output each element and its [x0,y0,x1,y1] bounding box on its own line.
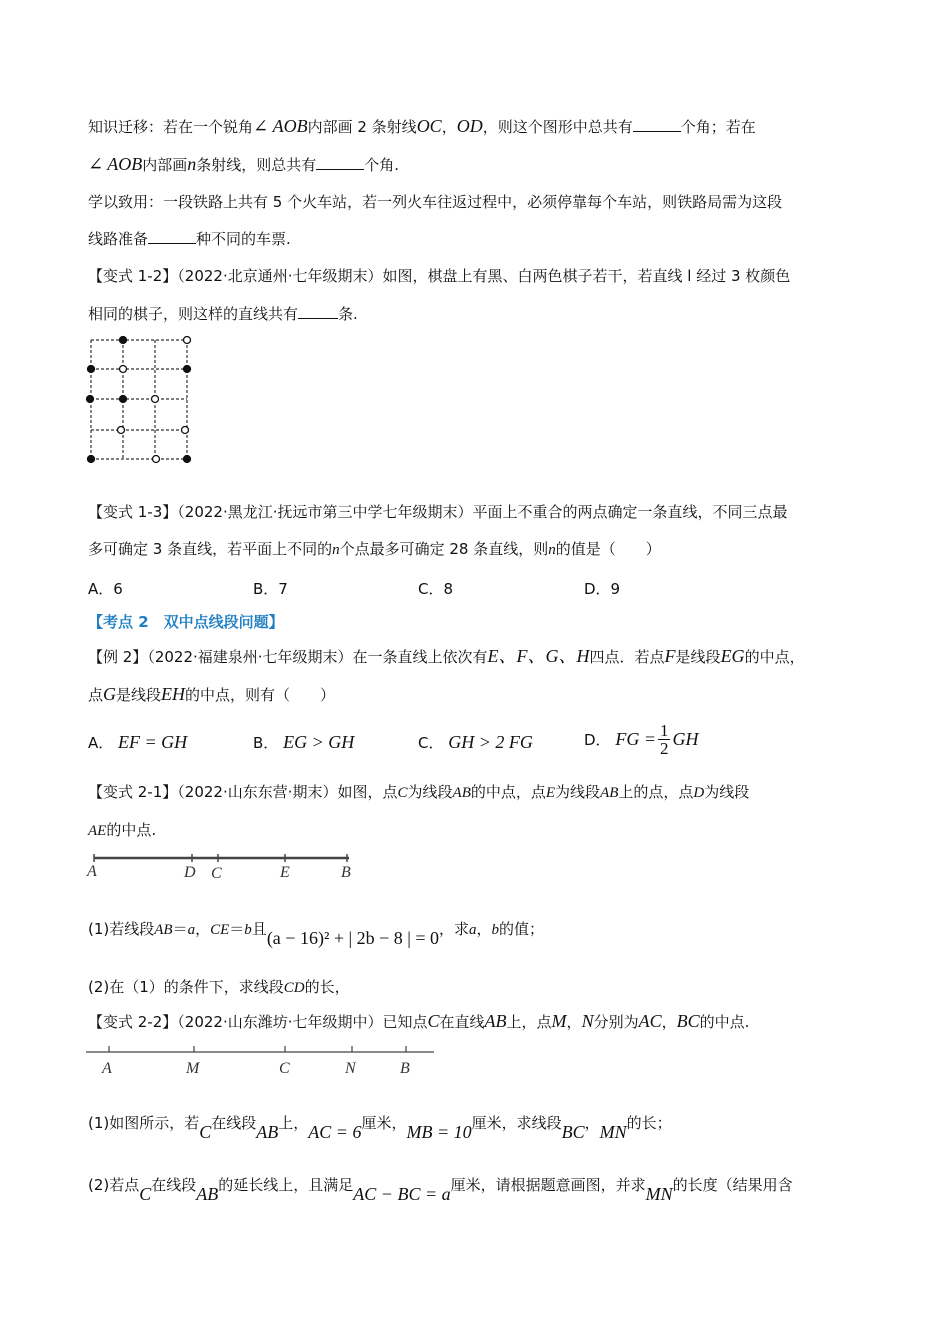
text: 上，点 [506,1013,552,1031]
text: ， [661,1013,677,1031]
text: 为线段 [704,783,750,801]
option-a[interactable]: A．6 [88,580,123,598]
text: 多可确定 3 条直线，若平面上不同的 [88,540,333,558]
point-label: E [280,864,290,881]
fraction [658,722,671,757]
text: (1)若线段 [88,920,155,938]
text: 分别为 [593,1013,639,1031]
math: b [491,922,500,938]
option-c[interactable]: C．8 [418,580,454,598]
text: 上， [278,1114,309,1132]
text: 线路准备 [88,230,149,248]
text: 知识迁移：若在一个锐角 [88,118,254,136]
math: MN [599,1122,627,1142]
math: OD [456,116,483,136]
text: 的中点，点 [470,783,546,801]
math: ∠ AOB [88,154,143,174]
question-header [88,782,749,803]
math: AB [196,1184,219,1204]
answer-blank[interactable] [633,117,681,132]
text-line [88,820,156,841]
text-line [88,1174,793,1204]
numerator: 1 [659,721,669,740]
point-label: M [186,1060,200,1077]
text: 厘米，请根据题意画图，并求 [450,1176,646,1194]
answer-blank[interactable] [298,304,338,319]
point-label: C [211,865,222,882]
text: 个点最多可确定 28 条直线，则 [339,540,549,558]
text-line [88,304,358,324]
math: b [244,922,252,938]
text-line [88,539,661,560]
text: ，求 [439,920,470,938]
math: E、F、G、H [487,646,590,666]
text: 的中点， [744,648,805,666]
math: AE [88,823,107,839]
text: 厘米， [361,1114,407,1132]
segment-figure-2 [84,1042,444,1078]
text: ， [195,920,211,938]
section-heading: 【考点 2 双中点线段问题】 [88,613,284,631]
text: 内部画 2 条射线 [307,118,417,136]
text: 点 [88,686,104,704]
text: 内部画 [142,156,188,174]
math: AB [484,1011,507,1031]
text: 条. [338,305,358,323]
text: 且 [251,920,267,938]
label: 【变式 2-2】 [88,1013,178,1031]
math: n [548,542,556,558]
denominator: 2 [659,739,669,758]
text: ， [476,920,492,938]
text-line [88,684,335,705]
math: BC [676,1011,700,1031]
text: 的长， [304,978,350,996]
math: EH [161,684,186,704]
math: N [581,1011,594,1031]
question-header [88,266,790,286]
text-line [88,154,399,175]
math: n [332,542,340,558]
text: ， [584,1114,600,1132]
text: ， [566,1013,582,1031]
answer-blank[interactable] [148,229,196,244]
math: n [187,154,197,174]
point-label: D [184,864,196,881]
label: 【变式 1-3】 [88,503,178,521]
text: 的中点. [699,1013,750,1031]
option-label: C． [418,734,444,752]
text: 四点．若点 [589,648,665,666]
text: 的长； [626,1114,672,1132]
text: 的值； [499,920,545,938]
math: C [397,785,408,801]
text: 个角. [364,156,400,174]
option-b[interactable] [253,732,354,753]
text: 上的点，点 [618,783,694,801]
option-b[interactable]: B．7 [253,580,288,598]
text: 的中点. [106,821,157,839]
text: 条射线，则总共有 [196,156,317,174]
math: CD [283,980,305,996]
question-header [88,646,805,667]
label: 【变式 1-2】 [88,267,178,285]
math: AB [154,922,173,938]
math: AB [256,1122,279,1142]
label: 【例 2】 [88,648,148,666]
option-c[interactable] [418,732,533,753]
math: FG = [615,729,656,749]
option-a[interactable] [88,732,187,753]
point-label: A [102,1060,112,1077]
option-label: B． [253,734,279,752]
text: 个角；若在 [680,118,756,136]
chessboard-figure [80,330,205,470]
text-line [88,116,756,137]
text: 在线段 [211,1114,257,1132]
text-line [88,1112,672,1142]
segment-figure-1 [84,848,364,884]
option-label: D． [584,731,611,749]
math: D [693,785,705,801]
text: 种不同的车票. [196,230,291,248]
point-label: N [345,1060,356,1077]
text: 是线段 [675,648,721,666]
text: （2022·福建泉州·七年级期末）在一条直线上依次有 [147,648,488,666]
text: ＝ [229,920,245,938]
text: （2022·北京通州·七年级期末）如图，棋盘上有黑、白两色棋子若干，若直线 l 经过 3 枚颜色 [177,267,791,285]
text: 为线段 [407,783,453,801]
text: 的中点，则有（ ） [185,686,336,704]
text: 的值是（ ） [555,540,661,558]
text: （2022·黑龙江·抚远市第三中学七年级期末）平面上不重合的两点确定一条直线，不同三点最 [177,503,788,521]
text: ＝ [172,920,188,938]
math: G [103,684,117,704]
text: 的长度（结果用含 [672,1176,793,1194]
text-line [88,229,291,249]
text-line: 学以致用：一段铁路上共有 5 个火车站，若一列火车往返过程中，必须停靠每个车站，则铁路局需为这段 [88,193,783,211]
math: OC [416,116,442,136]
math: GH > 2 FG [448,732,533,752]
math: BC [561,1122,585,1142]
text: 在线段 [151,1176,197,1194]
math: a [187,922,196,938]
math: E [545,785,556,801]
math: C [139,1184,152,1204]
math: EG [720,646,745,666]
math: CE [210,922,230,938]
point-label: C [279,1060,290,1077]
equation: (a − 16)² + | 2b − 8 | = 0 [266,928,439,948]
math: MN [645,1184,673,1204]
math: MB = 10 [406,1122,472,1142]
math: F [664,646,676,666]
text-line [88,977,350,998]
math: a [469,922,477,938]
option-label: A． [88,734,114,752]
math: GH [672,729,699,749]
math: M [551,1011,567,1031]
text: 是线段 [116,686,162,704]
math: AB [452,785,471,801]
math: C [199,1122,212,1142]
answer-blank[interactable] [316,155,364,170]
math: AC − BC = a [353,1184,451,1204]
point-label: A [87,863,97,880]
text-line [88,918,545,948]
text: 厘米，求线段 [471,1114,562,1132]
text: (1)如图所示，若 [88,1114,200,1132]
text: ，则这个图形中总共有 [482,118,633,136]
math: ∠ AOB [253,116,308,136]
option-d[interactable]: D．9 [584,580,621,598]
option-d[interactable] [584,722,698,757]
math: AB [600,785,619,801]
math: AC = 6 [308,1122,362,1142]
math: C [427,1011,440,1031]
text: ， [441,118,457,136]
question-header [88,1011,749,1032]
text: 为线段 [555,783,601,801]
math: EF = GH [118,732,188,752]
text: 在直线 [439,1013,485,1031]
text: （2022·山东潍坊·七年级期中）已知点 [177,1013,428,1031]
text: （2022·山东东营·期末）如图，点 [177,783,398,801]
text: 相同的棋子，则这样的直线共有 [88,305,299,323]
math: EG > GH [283,732,355,752]
text: 的延长线上，且满足 [218,1176,354,1194]
text: (2)若点 [88,1176,140,1194]
point-label: B [400,1060,410,1077]
question-header [88,502,788,522]
label: 【变式 2-1】 [88,783,178,801]
math: AC [638,1011,662,1031]
text: (2)在（1）的条件下，求线段 [88,978,284,996]
point-label: B [341,864,351,881]
